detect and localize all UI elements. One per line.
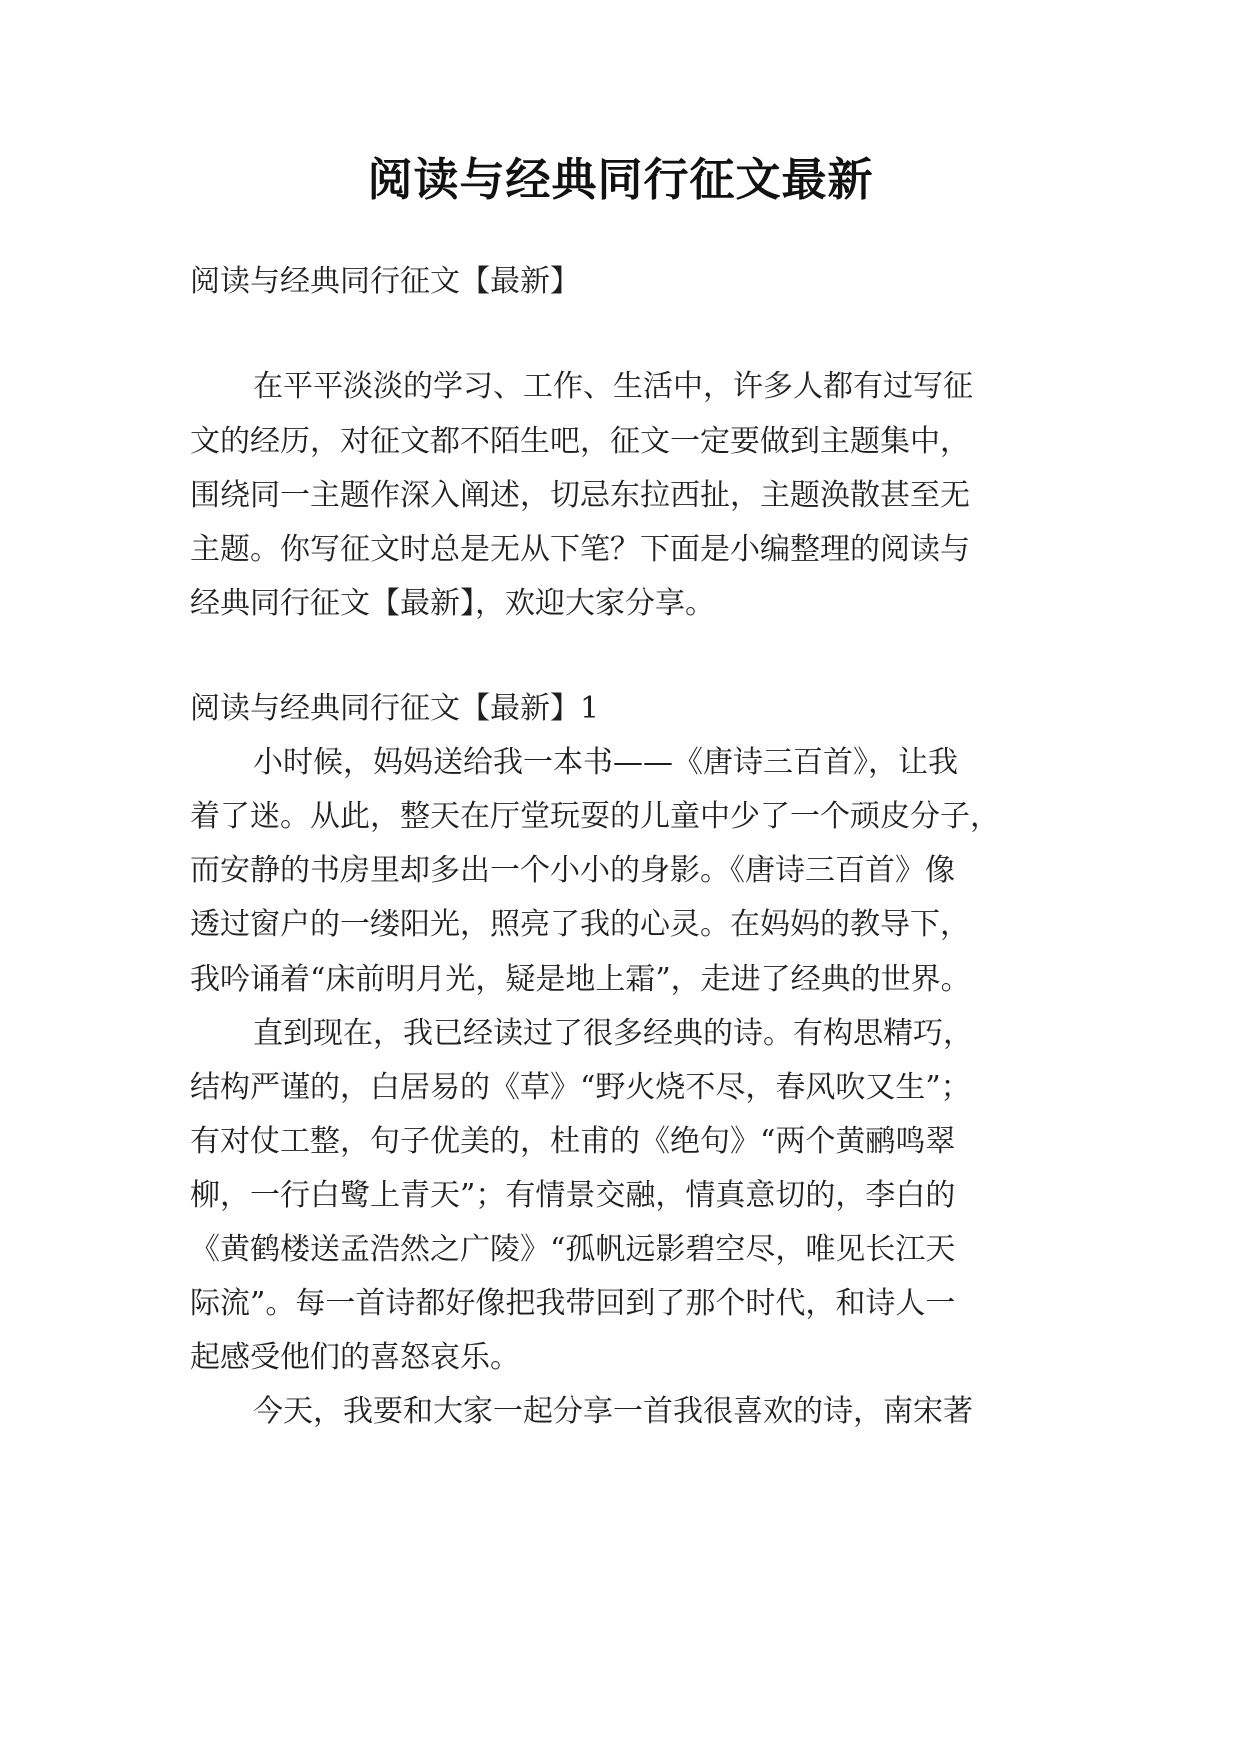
body-line: 起感受他们的喜怒哀乐。 bbox=[190, 1340, 520, 1375]
body-line: 《黄鹤楼送孟浩然之广陵》“孤帆远影碧空尽，唯见长江天 bbox=[190, 1232, 956, 1267]
body-line: 今天，我要和大家一起分享一首我很喜欢的诗，南宋著 bbox=[253, 1394, 973, 1429]
body-line: 透过窗户的一缕阳光，照亮了我的心灵。在妈妈的教导下， bbox=[190, 907, 970, 942]
document-subtitle: 阅读与经典同行征文【最新】 bbox=[190, 264, 580, 299]
body-line: 小时候，妈妈送给我一本书——《唐诗三百首》，让我 bbox=[253, 745, 958, 780]
body-line: 我吟诵着“床前明月光，疑是地上霜”，走进了经典的世界。 bbox=[190, 962, 971, 997]
body-line: 有对仗工整，句子优美的，杜甫的《绝句》“两个黄鹂鸣翠 bbox=[190, 1124, 956, 1159]
intro-line: 文的经历，对征文都不陌生吧，征文一定要做到主题集中， bbox=[190, 424, 970, 459]
intro-line: 围绕同一主题作深入阐述，切忌东拉西扯，主题涣散甚至无 bbox=[190, 478, 970, 513]
body-line: 着了迷。从此，整天在厅堂玩耍的儿童中少了一个顽皮分子， bbox=[190, 799, 1000, 834]
intro-line: 经典同行征文【最新】，欢迎大家分享。 bbox=[190, 586, 715, 621]
body-line: 柳，一行白鹭上青天”；有情景交融，情真意切的，李白的 bbox=[190, 1178, 956, 1213]
body-line: 直到现在，我已经读过了很多经典的诗。有构思精巧， bbox=[253, 1016, 973, 1051]
body-line: 际流”。每一首诗都好像把我带回到了那个时代，和诗人一 bbox=[190, 1286, 956, 1321]
intro-line: 主题。你写征文时总是无从下笔？下面是小编整理的阅读与 bbox=[190, 532, 970, 567]
body-line: 而安静的书房里却多出一个小小的身影。《唐诗三百首》像 bbox=[190, 853, 955, 888]
intro-line: 在平平淡淡的学习、工作、生活中，许多人都有过写征 bbox=[253, 369, 973, 404]
body-line: 结构严谨的，白居易的《草》“野火烧不尽，春风吹又生”； bbox=[190, 1070, 971, 1105]
document-title: 阅读与经典同行征文最新 bbox=[367, 153, 874, 206]
section-heading: 阅读与经典同行征文【最新】1 bbox=[190, 691, 600, 726]
